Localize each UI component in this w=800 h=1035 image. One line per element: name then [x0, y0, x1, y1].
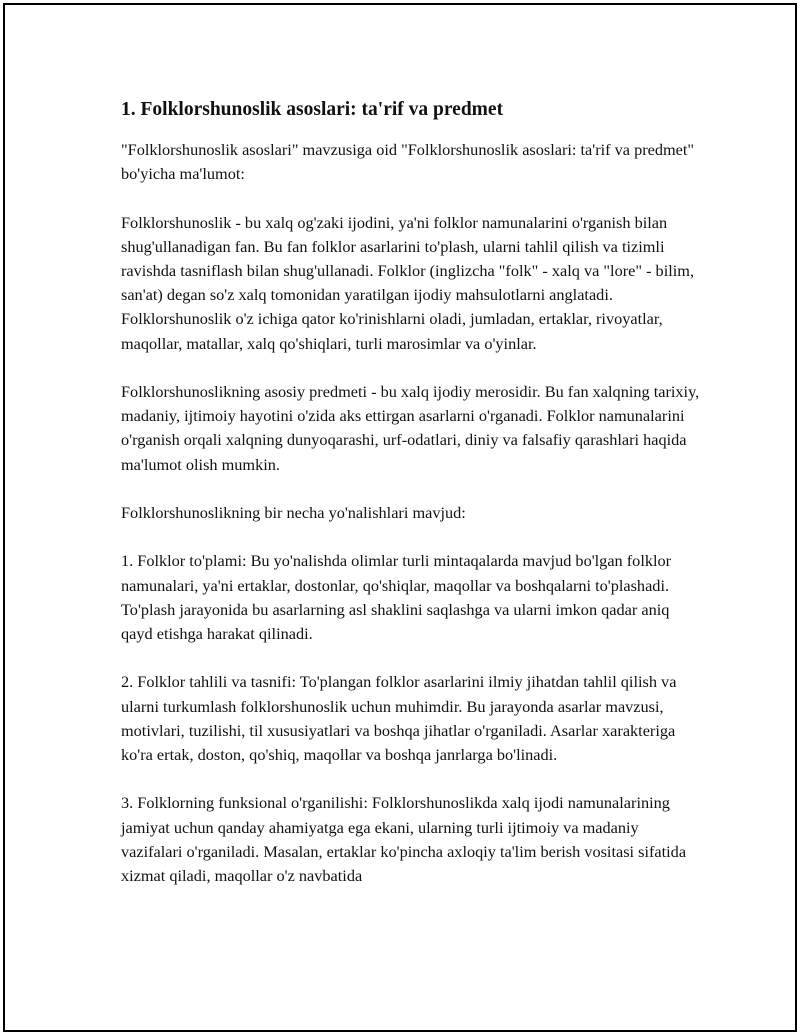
definition-paragraph: Folklorshunoslik - bu xalq og'zaki ijodini, ya'ni folklor namunalarini o'rganish bilan shug'ullanadigan fan. Bu fan folklor asarlarini to'plash, ularni tahlil qilish va tizimli ravishda tasniflash bilan shug'ullanadi. Folklor (inglizcha "folk" - xalq va "lore" - bilim, san'at) degan so'z xalq tomonidan yaratilgan ijodiy mahsulotlarni anglatadi. Folklorshunoslik o'z ichiga qator ko'rinishlarni oladi, jumladan, ertaklar, rivoyatlar, maqollar, matallar, xalq qo'shiqlari, turli marosimlar va o'yinlar.	[121, 212, 695, 353]
intro-paragraph: "Folklorshunoslik asoslari" mavzusiga oid "Folklorshunoslik asoslari: ta'rif va predmet" bo'yicha ma'lumot:	[121, 140, 695, 184]
page-frame	[3, 3, 797, 1032]
direction-3-paragraph: 3. Folklorning funksional o'rganilishi: Folklorshunoslikda xalq ijodi namunalarining jamiyat uchun qanday ahamiyatga ega ekani, ularning turli ijtimoiy va madaniy vazifalari o'rganiladi. Masalan, ertaklar ko'pincha axloqiy ta'lim berish vositasi sifatida xizmat qiladi, maqollar o'z navbatida	[121, 793, 687, 885]
document-body	[121, 96, 701, 912]
direction-1-paragraph: 1. Folklor to'plami: Bu yo'nalishda olimlar turli mintaqalarda mavjud bo'lgan folklor namunalari, ya'ni ertaklar, dostonlar, qo'shiqlar, maqollar va boshqalarni to'plashadi. To'plash jarayonida bu asarlarning asl shaklini saqlashga va ularni imkon qadar aniq qayd etishga harakat qilinadi.	[121, 551, 672, 643]
subject-paragraph: Folklorshunoslikning asosiy predmeti - bu xalq ijodiy merosidir. Bu fan xalqning tarixiy, madaniy, ijtimoiy hayotini o'zida aks ettirgan asarlarni o'rganadi. Folklor namunalarini o'rganish orqali xalqning dunyoqarashi, urf-odatlari, diniy va falsafiy qarashlari haqida ma'lumot olish mumkin.	[121, 382, 700, 474]
document-title: 1. Folklorshunoslik asoslari: ta'rif va predmet	[121, 99, 504, 120]
directions-intro-paragraph: Folklorshunoslikning bir necha yo'nalishlari mavjud:	[121, 503, 466, 522]
direction-2-paragraph: 2. Folklor tahlili va tasnifi: To'plangan folklor asarlarini ilmiy jihatdan tahlil qilish va ularni turkumlash folklorshunoslik uchun muhimdir. Bu jarayonda asarlar mavzusi, motivlari, tuzilishi, til xususiyatlari va boshqa jihatlar o'rganiladi. Asarlar xarakteriga ko'ra ertak, doston, qo'shiq, maqollar va boshqa janrlarga bo'linadi.	[121, 672, 677, 764]
